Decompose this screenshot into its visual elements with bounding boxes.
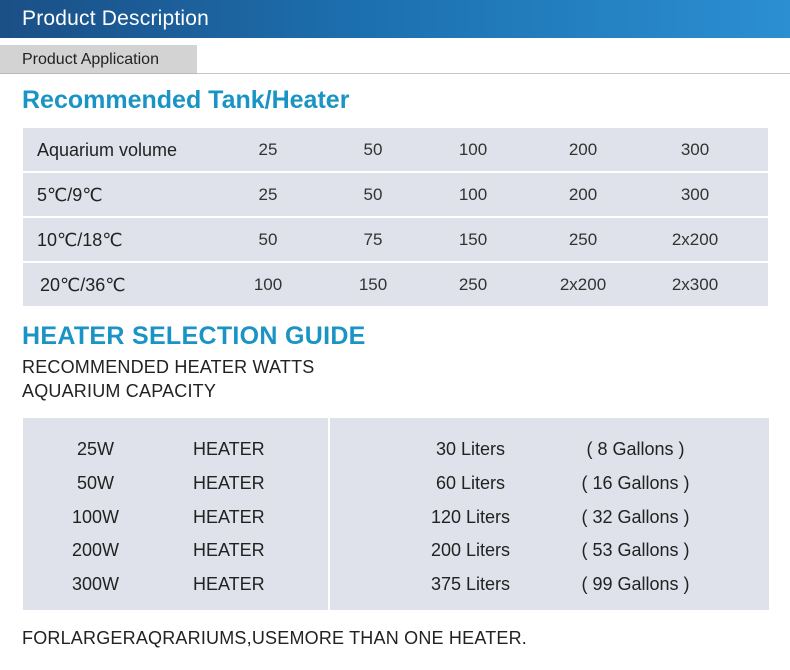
- heater-watts: 25W: [76, 439, 114, 459]
- table-cell: 25: [258, 140, 278, 159]
- capacity-gallons: ( 16 Gallons ): [581, 473, 690, 493]
- capacity-gallons: ( 8 Gallons ): [586, 439, 685, 459]
- banner-title: Product Description: [22, 7, 210, 30]
- heater-selection-table: [23, 418, 769, 610]
- heater-label: HEATER: [193, 473, 265, 493]
- capacity-gallons: ( 53 Gallons ): [581, 540, 690, 560]
- table-cell: 150: [458, 230, 488, 249]
- table-cell: 250: [458, 275, 488, 294]
- heater-watts: 200W: [71, 540, 120, 560]
- capacity-gallons: ( 32 Gallons ): [581, 507, 690, 527]
- heater-label: HEATER: [193, 574, 265, 594]
- guide-row-50w: [23, 473, 769, 503]
- capacity-liters: 30 Liters: [435, 439, 506, 459]
- capacity-liters: 200 Liters: [430, 540, 511, 560]
- heater-label: HEATER: [193, 507, 265, 527]
- table-cell: 300: [680, 140, 710, 159]
- row-label: 20℃/36℃: [40, 275, 126, 295]
- tank-row-aquarium-volume: [23, 128, 768, 171]
- capacity-gallons: ( 99 Gallons ): [581, 574, 690, 594]
- table-cell: 50: [258, 230, 278, 249]
- tank-row-20c-36c: [23, 263, 768, 306]
- table-cell: 100: [458, 185, 488, 204]
- capacity-liters: 60 Liters: [435, 473, 506, 493]
- heater-watts: 300W: [71, 574, 120, 594]
- table-cell: 50: [363, 185, 383, 204]
- table-cell: 200: [568, 185, 598, 204]
- table-cell: 100: [458, 140, 488, 159]
- tank-row-10c-18c: [23, 218, 768, 261]
- product-application-label: Product Application: [22, 51, 159, 68]
- row-label: 5℃/9℃: [37, 185, 103, 205]
- heater-watts: 50W: [76, 473, 114, 493]
- table-cell: 25: [258, 185, 278, 204]
- table-cell: 2x200: [671, 230, 719, 249]
- tank-row-5c-9c: [23, 173, 768, 216]
- table-cell: 300: [680, 185, 710, 204]
- recommended-tank-heater-heading: Recommended Tank/Heater: [22, 86, 350, 114]
- product-description-banner: [0, 0, 790, 38]
- table-cell: 2x300: [671, 275, 719, 294]
- recommended-heater-watts-subtitle: RECOMMENDED HEATER WATTS: [22, 357, 315, 377]
- recommended-tank-table: [23, 128, 768, 308]
- heater-selection-guide-heading: HEATER SELECTION GUIDE: [22, 322, 366, 350]
- guide-row-200w: [23, 540, 769, 570]
- capacity-liters: 120 Liters: [430, 507, 511, 527]
- heater-label: HEATER: [193, 540, 265, 560]
- table-cell: 2x200: [559, 275, 607, 294]
- guide-row-100w: [23, 507, 769, 537]
- row-label: 10℃/18℃: [37, 230, 123, 250]
- table-cell: 100: [253, 275, 283, 294]
- heater-label: HEATER: [193, 439, 265, 459]
- aquarium-capacity-subtitle: AQUARIUM CAPACITY: [22, 381, 217, 401]
- table-cell: 75: [363, 230, 383, 249]
- guide-row-300w: [23, 574, 769, 604]
- footer-note: FORLARGERAQRARIUMS,USEMORE THAN ONE HEATER.: [22, 628, 527, 648]
- heater-watts: 100W: [71, 507, 120, 527]
- guide-row-25w: [23, 439, 769, 469]
- table-cell: 150: [358, 275, 388, 294]
- table-cell: 50: [363, 140, 383, 159]
- capacity-liters: 375 Liters: [430, 574, 511, 594]
- tab-divider-line: [197, 73, 790, 74]
- row-label: Aquarium volume: [37, 140, 178, 160]
- table-cell: 200: [568, 140, 598, 159]
- table-cell: 250: [568, 230, 598, 249]
- product-application-tab[interactable]: [0, 45, 197, 74]
